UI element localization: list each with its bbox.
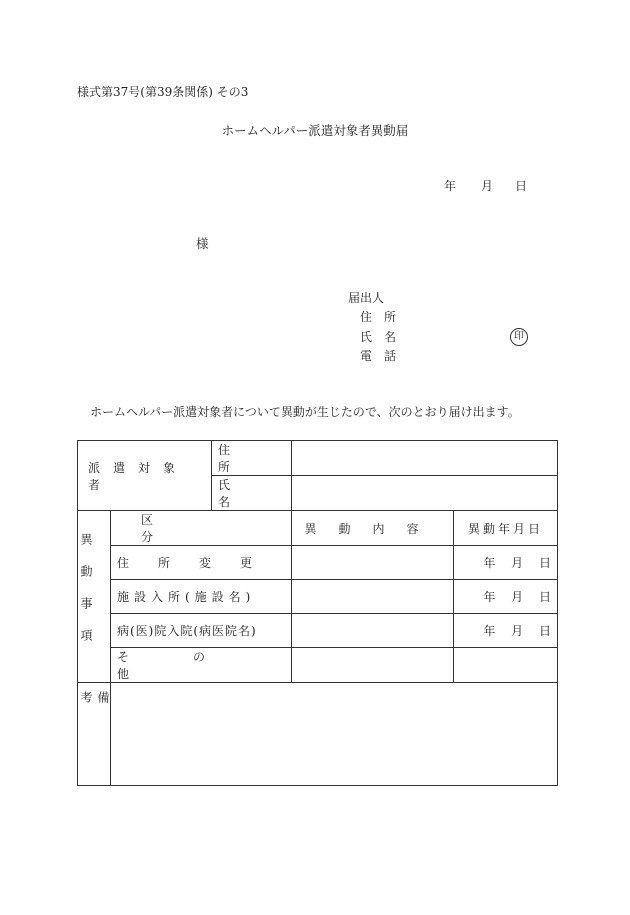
- row-label: 住所変更: [117, 556, 282, 570]
- row-label: その他: [117, 650, 270, 681]
- day-label: 日: [539, 556, 552, 570]
- remarks-field[interactable]: [111, 683, 558, 786]
- row-facility-admission: [111, 580, 292, 614]
- address-label: 住所: [218, 443, 271, 474]
- row-address-change: [111, 546, 292, 580]
- statement-text: ホームヘルパー派遣対象者について異動が生じたので、次のとおり届け出ます。: [90, 405, 520, 419]
- content-field[interactable]: [292, 580, 454, 614]
- date-line: [0, 180, 630, 194]
- day-label: 日: [539, 624, 552, 638]
- subject-name-field[interactable]: [292, 476, 558, 511]
- content-field[interactable]: [292, 614, 454, 648]
- applicant-name-label: 氏 名: [360, 330, 397, 344]
- remarks-label-cell: [78, 683, 111, 786]
- change-notification-table: [77, 440, 558, 786]
- day-label: 日: [539, 590, 552, 604]
- row-label: 施設入所(施設名): [117, 590, 256, 604]
- changes-label: 異動事項: [79, 532, 93, 661]
- date-cell[interactable]: [454, 648, 558, 683]
- form-number: 様式第37号(第39条関係) その3: [77, 85, 249, 99]
- subject-label-text: 派遣対象者: [88, 460, 189, 492]
- content-field[interactable]: [292, 648, 454, 683]
- date-cell[interactable]: [454, 546, 558, 580]
- month-label: 月: [511, 556, 524, 570]
- row-label: 病(医)院入院(病医院名): [117, 624, 257, 638]
- name-label: 氏名: [218, 478, 271, 509]
- seal-mark: 印: [510, 328, 528, 346]
- changes-label-cell: [78, 511, 111, 683]
- year-label: 年: [483, 590, 496, 604]
- date-cell[interactable]: [454, 580, 558, 614]
- document-title: ホームヘルパー派遣対象者異動届: [221, 123, 409, 138]
- col-category-text: 区分: [141, 513, 244, 544]
- subject-label: [78, 459, 211, 493]
- remarks-label: 備考: [79, 691, 110, 747]
- row-other: [111, 648, 292, 683]
- date-year-label: 年: [444, 179, 457, 193]
- content-field[interactable]: [292, 546, 454, 580]
- name-label-cell: [212, 476, 292, 511]
- year-label: 年: [483, 624, 496, 638]
- col-content-header: [292, 511, 454, 546]
- addressee-suffix: 様: [196, 236, 209, 251]
- col-date-text: 異動年月日: [468, 521, 544, 536]
- col-category-header: [111, 511, 292, 546]
- applicant-label: 届出人: [348, 291, 385, 305]
- date-day-label: 日: [515, 179, 528, 193]
- date-month-label: 月: [481, 179, 494, 193]
- subject-label-cell: [78, 441, 212, 511]
- col-content-text: 異動内容: [304, 521, 441, 536]
- applicant-address-label: 住 所: [360, 310, 397, 324]
- year-label: 年: [483, 556, 496, 570]
- address-label-cell: [212, 441, 292, 476]
- applicant-phone-label: 電 話: [360, 349, 397, 363]
- row-hospital-admission: [111, 614, 292, 648]
- subject-address-field[interactable]: [292, 441, 558, 476]
- month-label: 月: [511, 624, 524, 638]
- month-label: 月: [511, 590, 524, 604]
- date-cell[interactable]: [454, 614, 558, 648]
- col-date-header: [454, 511, 558, 546]
